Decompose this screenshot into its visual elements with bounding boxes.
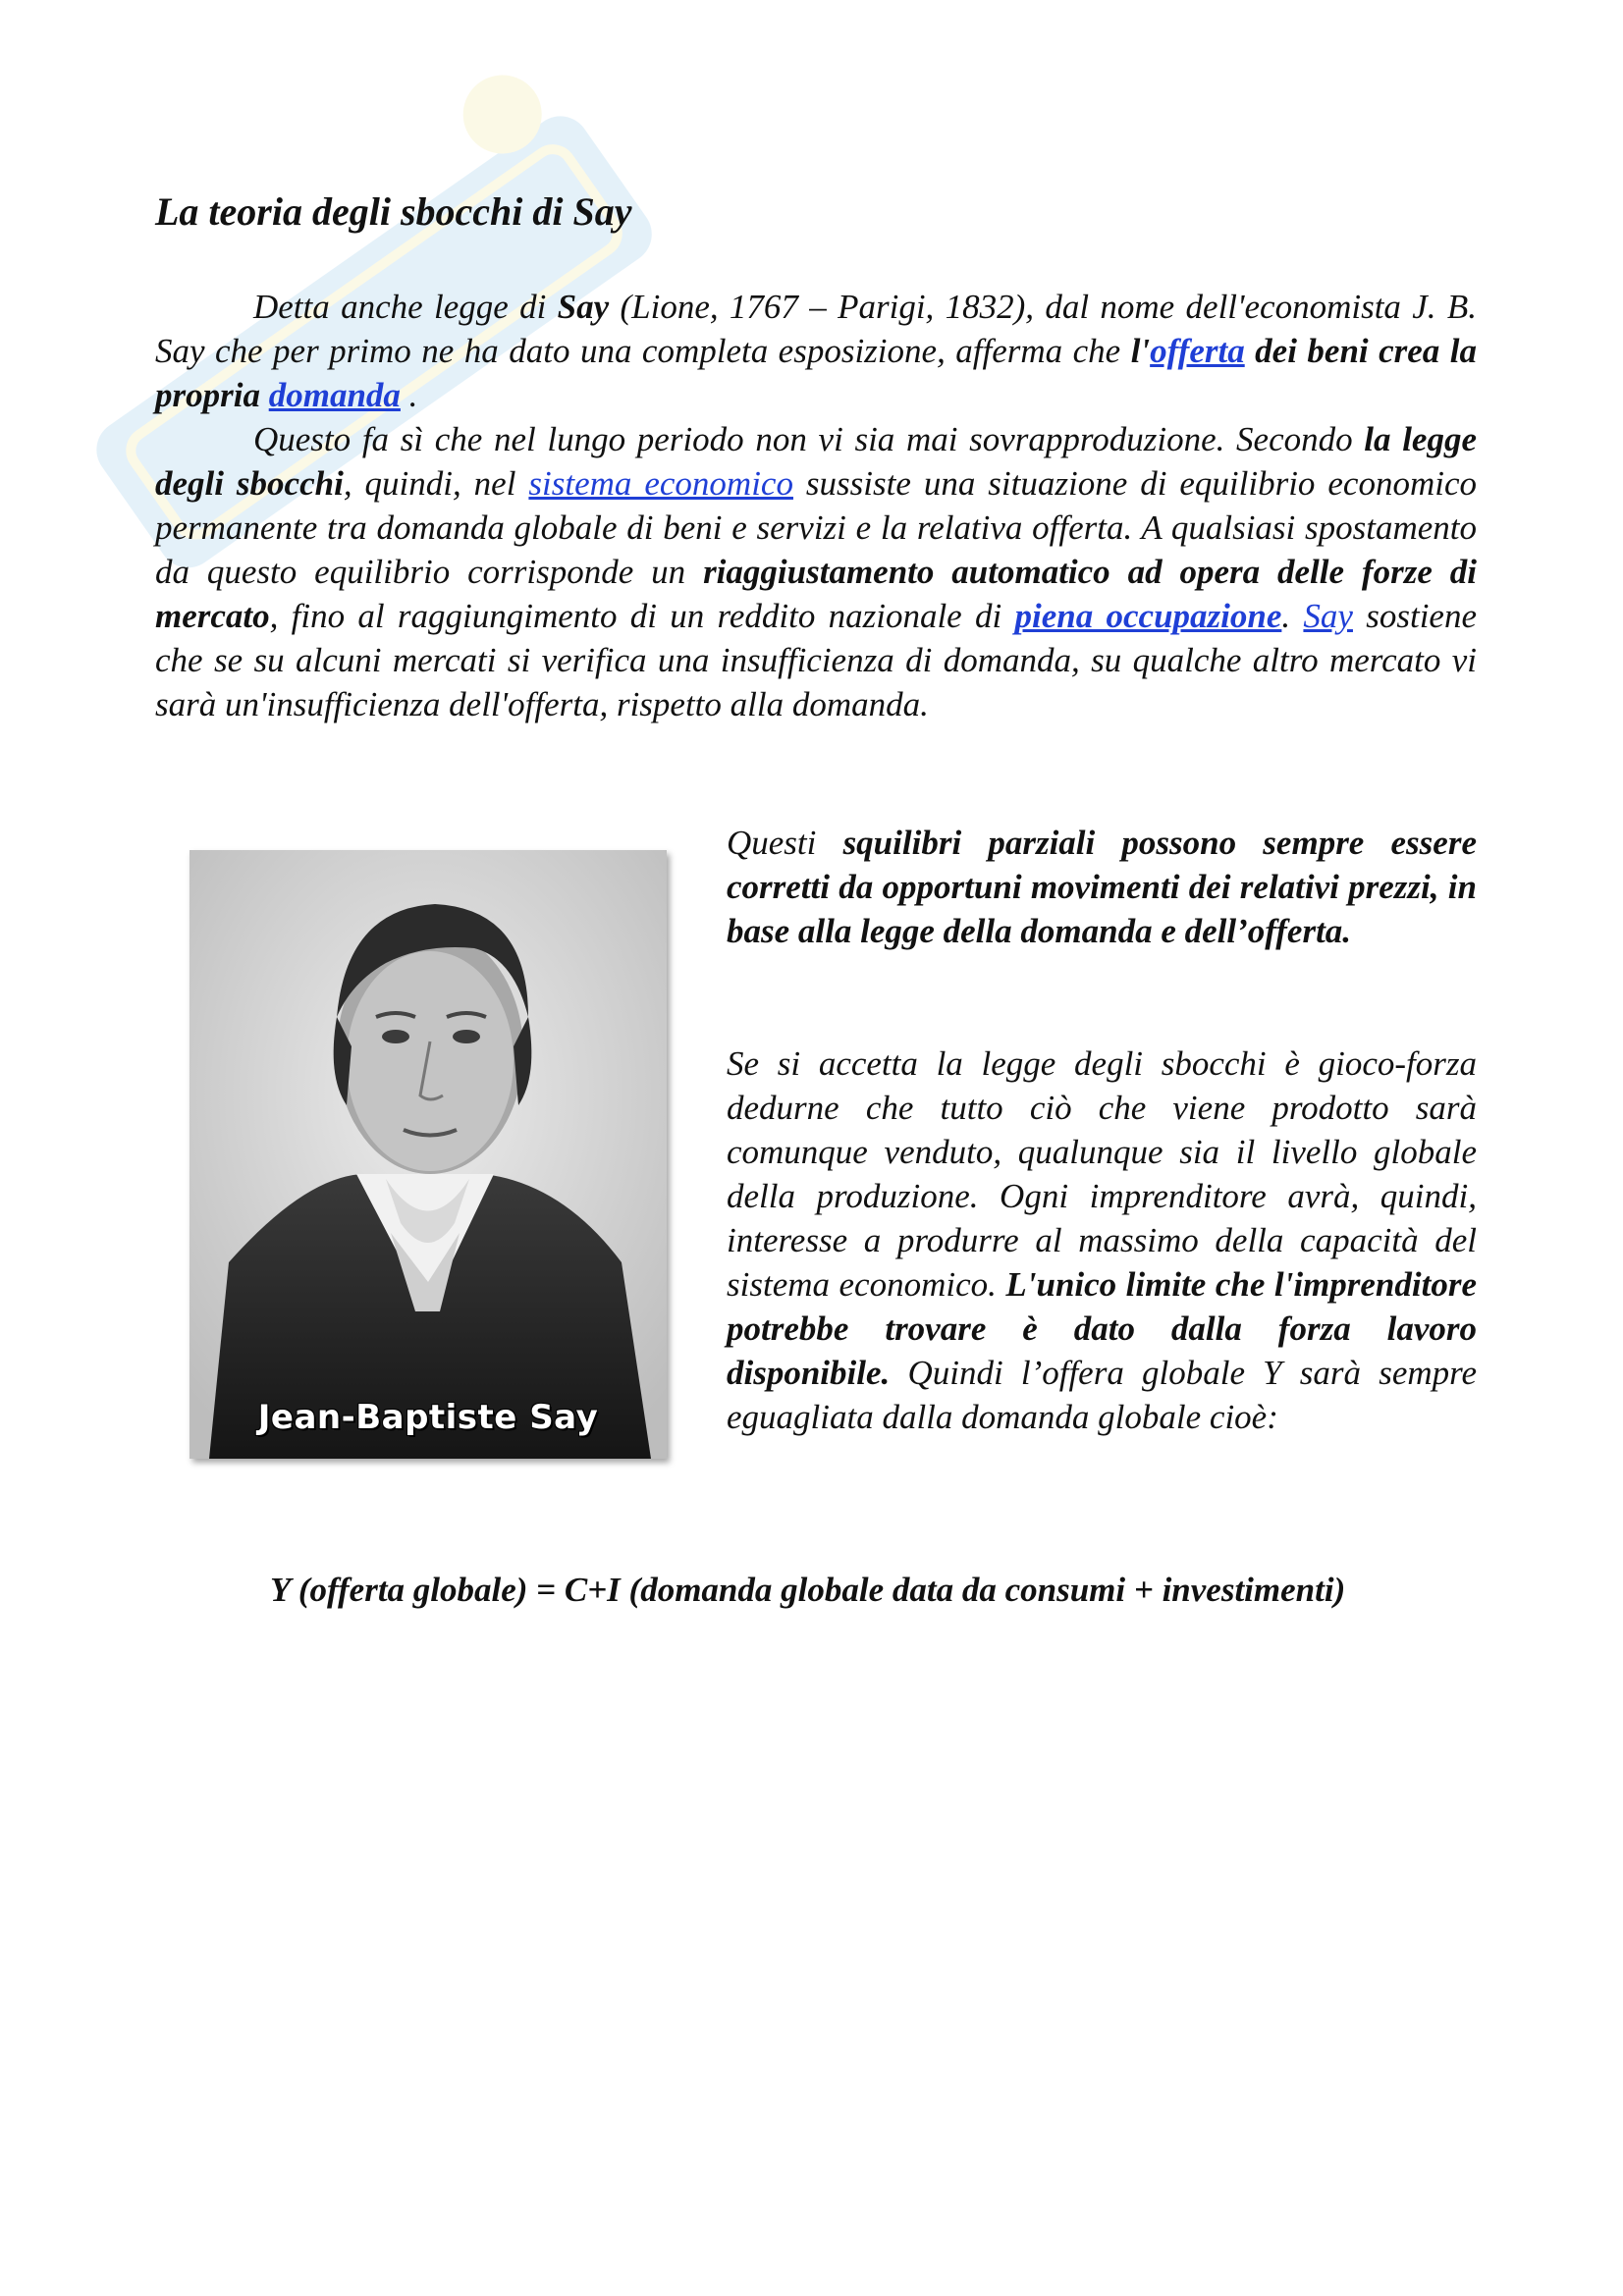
paragraph-intro: Detta anche legge di Say (Lione, 1767 – Parigi, 1832), dal nome dell'economista J. B. Say che per primo ne ha dato una completa esposizione, afferma che l'offerta dei beni crea la propria domanda . xyxy=(155,288,1477,414)
formula-equilibrio: Y (offerta globale) = C+I (domanda globale data da consumi + investimenti) xyxy=(270,1571,1346,1609)
link-piena-occupazione[interactable]: piena occupazione xyxy=(1014,597,1282,635)
paragraph-conclusione: Se si accetta la legge degli sbocchi è gioco-forza dedurne che tutto ciò che viene prodotto sarà comunque venduto, qualunque sia il livello globale della produzione. Ogni imprenditore avrà, quindi, interesse a produrre al massimo della capacità del sistema economico. L'unico limite che l'imprenditore potrebbe trovare è dato dalla forza lavoro disponibile. Quindi l’offera globale Y sarà sempre eguagliata dalla domanda globale cioè: xyxy=(727,1044,1477,1436)
paragraph-sbocchi: Questo fa sì che nel lungo periodo non vi sia mai sovrapproduzione. Secondo la legge degli sbocchi, quindi, nel sistema economico sussiste una situazione di equilibrio economico permanente tra domanda globale di beni e servizi e la relativa offerta. A qualsiasi spostamento da questo equilibrio corrisponde un riaggiustamento automatico ad opera delle forze di mercato, fino al raggiungimento di un reddito nazionale di piena occupazione. Say sostiene che se su alcuni mercati si verifica una insufficienza di domanda, su qualche altro mercato vi sarà un'insufficienza dell'offerta, rispetto alla domanda. xyxy=(155,420,1478,723)
page-title: La teoria degli sbocchi di Say xyxy=(155,189,632,234)
portrait-illustration xyxy=(189,850,667,1459)
link-say[interactable]: Say xyxy=(1303,597,1353,635)
paragraph-squilibri: Questi squilibri parziali possono sempre essere corretti da opportuni movimenti dei relativi prezzi, in base alla legge della domanda e dell’offerta. xyxy=(727,824,1477,950)
portrait-caption: Jean-Baptiste Say xyxy=(257,1398,599,1437)
link-sistema-economico[interactable]: sistema economico xyxy=(528,464,793,503)
link-offerta[interactable]: offerta xyxy=(1150,332,1245,370)
say-bold: Say xyxy=(557,288,610,326)
portrait-image xyxy=(189,850,667,1459)
link-domanda[interactable]: domanda xyxy=(268,376,401,414)
